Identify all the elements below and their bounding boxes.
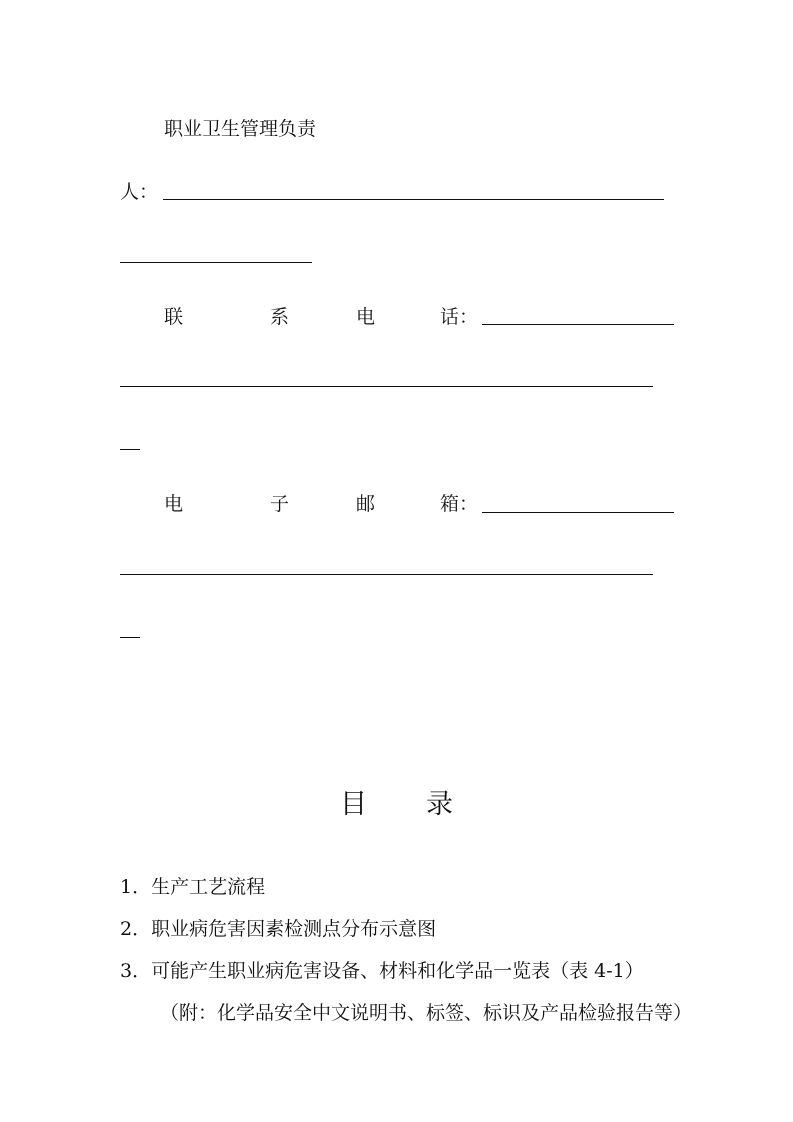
email-input-line[interactable] <box>482 512 674 513</box>
manager-input-line[interactable] <box>163 199 664 200</box>
phone-label-char-1: 联 <box>164 306 184 328</box>
email-input-line-end[interactable] <box>120 637 140 638</box>
email-label-char-2: 子 <box>270 493 290 515</box>
toc-title-char-2: 录 <box>426 789 453 820</box>
toc-title-char-1: 目 <box>340 789 367 820</box>
phone-label-char-4: 话： <box>440 306 479 328</box>
manager-label: 职业卫生管理负责 <box>164 118 317 140</box>
phone-input-line-end[interactable] <box>120 449 140 450</box>
phone-label-char-2: 系 <box>270 306 290 328</box>
toc-item: 1．生产工艺流程 <box>120 876 266 898</box>
email-label-char-4: 箱： <box>440 493 479 515</box>
toc-item-note: （附：化学品安全中文说明书、标签、标识及产品检验报告等） <box>160 1002 693 1024</box>
toc-item: 3．可能产生职业病危害设备、材料和化学品一览表（表 4-1） <box>120 960 644 982</box>
toc-item: 2．职业病危害因素检测点分布示意图 <box>120 918 437 940</box>
email-input-line-continuation[interactable] <box>120 574 653 575</box>
email-label-char-3: 邮 <box>356 493 376 515</box>
phone-label-char-3: 电 <box>356 306 376 328</box>
manager-label-continuation: 人： <box>120 181 159 203</box>
email-label-char-1: 电 <box>164 493 184 515</box>
phone-input-line[interactable] <box>482 324 674 325</box>
phone-input-line-continuation[interactable] <box>120 386 653 387</box>
manager-input-line-continuation[interactable] <box>120 262 312 263</box>
